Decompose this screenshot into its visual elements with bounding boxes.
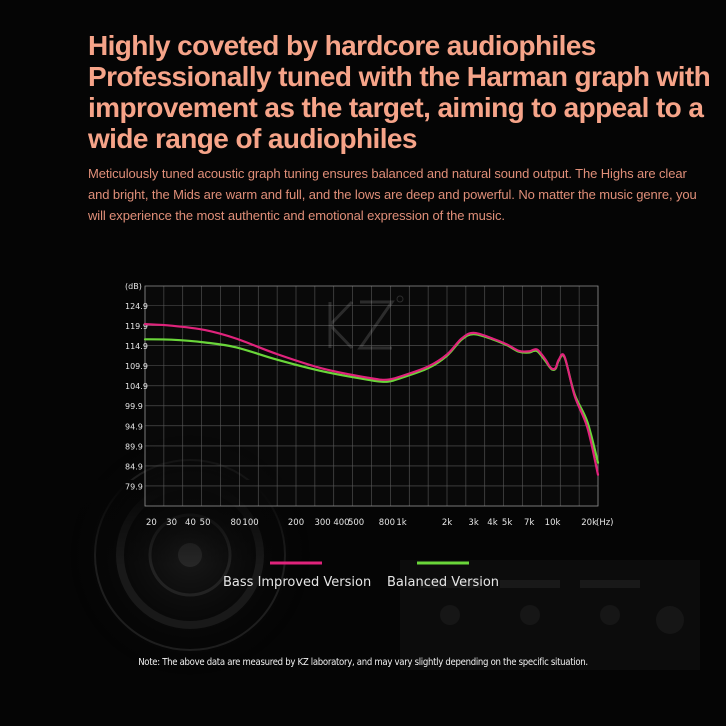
title-line: wide range of audiophiles bbox=[88, 123, 417, 154]
description-text: Meticulously tuned acoustic graph tuning ensures balanced and natural sound output. The Highs are clear and bright, the Mids are warm and full, and the lows are deep and powerful. No matter the music genre, you will experience the most authentic and emotional expression of the music. bbox=[88, 166, 697, 223]
x-unit-label: (Hz) bbox=[596, 518, 614, 528]
x-tick-label: 500 bbox=[347, 518, 365, 528]
x-tick-label: 2k bbox=[441, 518, 453, 528]
x-tick-label: 7k bbox=[523, 518, 535, 528]
x-tick-label: 80 bbox=[230, 518, 242, 528]
x-tick-label: 3k bbox=[468, 518, 479, 528]
y-tick-label: 84.9 bbox=[125, 462, 143, 472]
x-tick-label: 200 bbox=[287, 518, 305, 528]
title-line: Highly coveted by hardcore audiophiles bbox=[88, 30, 596, 61]
x-tick-label: 400 bbox=[333, 518, 350, 528]
title-line: Professionally tuned with the Harman graph with bbox=[88, 61, 711, 92]
y-tick-label: 104.9 bbox=[125, 382, 148, 392]
x-tick-label: 100 bbox=[242, 518, 259, 528]
footer-note: Note: The above data are measured by KZ laboratory, and may vary slightly depending on the specific situation. bbox=[138, 657, 588, 668]
title-line: improvement as the target, aiming to appeal to a bbox=[88, 92, 704, 123]
chart-legend bbox=[223, 563, 499, 590]
y-tick-label: 109.9 bbox=[125, 362, 148, 372]
x-axis-ticks bbox=[146, 518, 597, 528]
y-tick-label: 114.9 bbox=[125, 342, 148, 352]
x-tick-label: 20k bbox=[581, 518, 597, 528]
x-tick-label: 800 bbox=[378, 518, 396, 528]
legend-label-balanced: Balanced Version bbox=[387, 575, 500, 590]
y-tick-label: 99.9 bbox=[125, 402, 143, 412]
x-tick-label: 30 bbox=[166, 518, 178, 528]
x-tick-label: 4k bbox=[487, 518, 498, 528]
y-tick-label: 94.9 bbox=[125, 422, 143, 432]
x-tick-label: 1k bbox=[396, 518, 407, 528]
y-tick-label: 124.9 bbox=[125, 302, 148, 312]
x-tick-label: 5k bbox=[501, 518, 513, 528]
y-axis-ticks bbox=[125, 302, 148, 491]
x-tick-label: 50 bbox=[199, 518, 211, 528]
x-tick-label: 300 bbox=[314, 518, 331, 528]
y-tick-label: 119.9 bbox=[125, 322, 148, 332]
legend-label-bass-improved: Bass Improved Version bbox=[223, 575, 372, 590]
x-tick-label: 10k bbox=[544, 518, 561, 528]
x-tick-label: 40 bbox=[185, 518, 196, 528]
x-tick-label: 20 bbox=[146, 518, 157, 528]
y-tick-label: 79.9 bbox=[125, 482, 143, 492]
y-unit-label: (dB) bbox=[125, 282, 142, 291]
y-tick-label: 89.9 bbox=[125, 442, 143, 452]
